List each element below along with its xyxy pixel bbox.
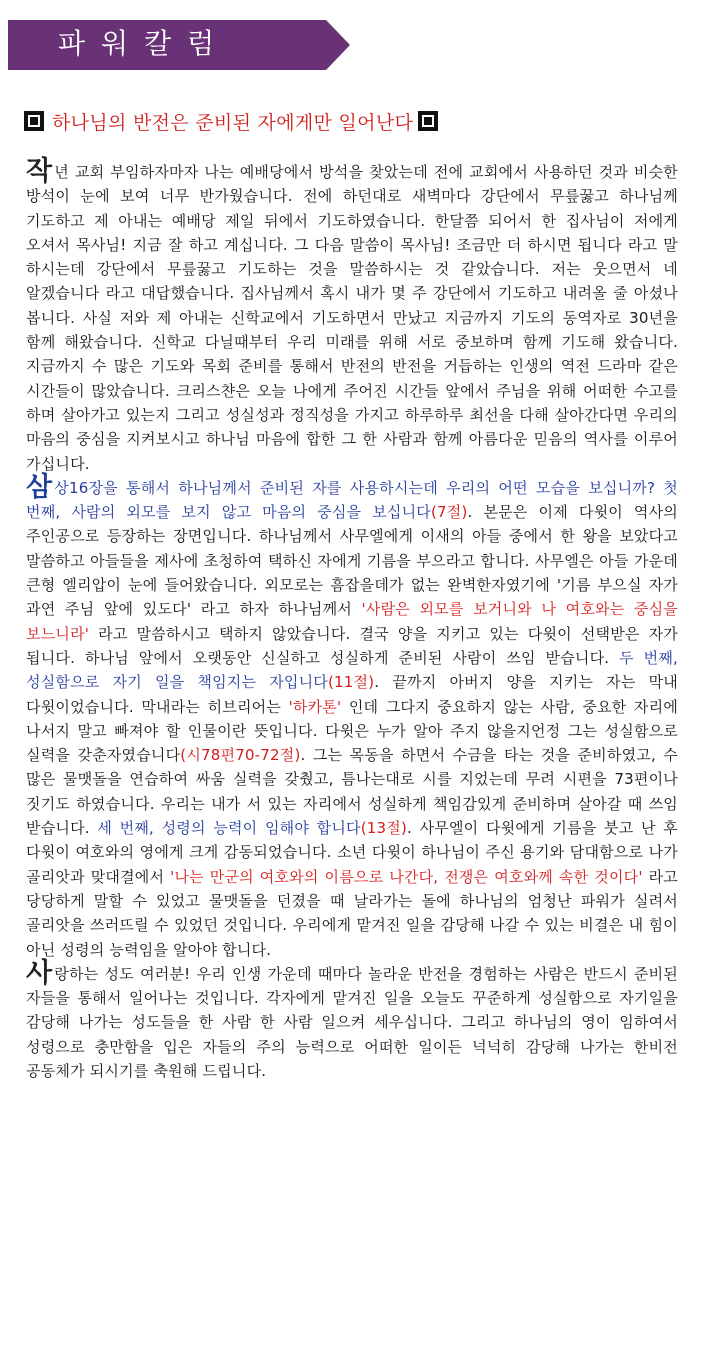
paragraph-1 [26,156,678,476]
paragraph-text: . 본문은 이제 다윗이 역사의 주인공으로 등장하는 장면입니다. 하나님께서 사무엘에게 이새의 아들 중에서 한 왕을 보았다고 말씀하고 아들들을 제사에 초청하여 택하신 자에게 기름을 부으라고 합니다. 사무엘은 아들 가운데 큰형 엘리압이 눈에 들어왔습니다. 외모로는 흠잡을데가 없는 완벽한자였기에 '기름 부으실 자가 과연 주님 앞에 있도다' 라고 하자 하나님께서 [26,503,678,619]
scripture-reference: (7절) [430,503,468,522]
scripture-reference: (시78편70-72절) [180,746,301,765]
point-three-text: 세 번째, 성령의 능력이 임해야 합니다 [97,819,361,838]
paragraph-2 [26,471,679,962]
drop-cap: 사 [26,957,53,989]
headline-text: 하나님의 반전은 준비된 자에게만 일어난다 [52,111,414,134]
square-bullet-icon [24,111,44,131]
paragraph-text: . 그는 목동을 하면서 수금을 타는 것을 준비하였고, 수 많은 물맷돌을 연습하여 싸움 실력을 갖췄고, 틈나는대로 시를 지었는데 무려 시편을 73편이나 짓기도 하였습니다. 우리는 내가 서 있는 자리에서 성실하게 책임감있게 준비하며 살아갈 때 쓰임 받습니다. [26,746,678,838]
article-body [26,156,679,1083]
paragraph-text: 인데 그다지 중요하지 않는 사람, 중요한 자리에 나서지 말고 빠져야 할 인물이란 뜻입니다. 다윗은 누가 알아 주지 않을지언정 그는 성실함으로 실력을 갖춘자였습니다 [26,697,679,765]
hebrew-term: '하카톤' [288,697,342,716]
point-one-text: 상16장을 통해서 하나님께서 준비된 자를 사용하시는데 우리의 어떤 모습을 보십니까? 첫 번째, 사람의 외모를 보지 않고 마음의 중심을 보십니다 [26,478,678,522]
square-bullet-icon [418,111,438,131]
scripture-reference: (11절) [328,673,375,692]
scripture-quote: '나는 만군의 여호와의 이름으로 나간다, 전쟁은 여호와께 속한 것이다' [170,867,643,886]
paragraph-text: 라고 말씀하시고 택하지 않았습니다. 결국 양을 지키고 있는 다윗이 선택받은 자가 됩니다. 하나님 앞에서 오랫동안 신실하고 성실하게 준비된 사람이 쓰임 받습니다. [26,624,678,667]
scripture-quote: '사람은 외모를 보거니와 나 여호와는 중심을 보느니라' [26,600,678,643]
article-headline [24,108,438,134]
paragraph-text: . 사무엘이 다윗에게 기름을 붓고 난 후 다윗이 여호와의 영에게 크게 감동되었습니다. 소년 다윗이 하나님이 주신 용기와 담대함으로 나가 골리앗과 맞대결에서 [26,819,678,886]
paragraph-text: 라고 당당하게 말할 수 있었고 물맷돌을 던졌을 때 날라가는 돌에 하나님의 엄청난 파워가 실려서 골리앗을 쓰러뜨릴 수 있었던 것입니다. 우리에게 맡겨진 일을 감당해 나갈 수 있는 비결은 내 힘이 아닌 성령의 능력임을 알아야 합니다. [26,867,679,959]
paragraph-3 [26,957,678,1083]
drop-cap: 삼 [26,471,53,503]
drop-cap: 작 [26,156,53,187]
paragraph-text: 년 교회 부임하자마자 나는 예배당에서 방석을 찾았는데 전에 교회에서 사용하던 것과 비슷한 방석이 눈에 보여 너무 반가웠습니다. 전에 하던대로 새벽마다 강단에서 무릎꿇고 하나님께 기도하고 제 아내는 예배당 제일 뒤에서 기도하였습니다. 한달쯤 되어서 한 집사님이 저에게 오셔서 목사님! 지금 잘 하고 계십니다. 그 다음 말씀이 목사님! 조금만 더 하시면 됩니다 라고 말 하시는데 강단에서 무릎꿇고 기도하는 것을 말씀하시는 것 같았습니다. 저는 웃으면서 네 알겠습니다 라고 대답했습니다. 집사님께서 혹시 내가 몇 주 강단에서 기도하고 내려올 줄 아셨나 봅니다. 사실 저와 제 아내는 신학교에서 기도하면서 만났고 지금까지 기도의 동역자로 30년을 함께 해왔습니다. 신학교 다닐때부터 우리 미래를 위해 서로 중보하며 함께 기도해 왔습니다. 지금까지 수 많은 기도와 목회 준비를 통해서 반전의 반전을 거듭하는 인생의 역전 드라마 같은 시간들이 많았습니다. 크리스챤은 오늘 나에게 주어진 시간들 앞에서 주님을 위해 어떠한 수고를 하며 살아가고 있는지 그리고 성실성과 정직성을 가지고 하루하루 최선을 다해 살아간다면 우리의 마음의 중심을 지켜보시고 하나님 마음에 합한 그 한 사람과 함께 아름다운 믿음의 역사를 이루어 가십니다. [26,163,678,473]
point-two-text: 두 번째, 성실함으로 자기 일을 책임지는 자입니다 [26,648,679,692]
paragraph-text: . 끝까지 아버지 양을 지키는 자는 막내 다윗이었습니다. 막내라는 히브리어는 [26,673,678,716]
column-banner-title: 파워칼럼 [58,27,231,60]
paragraph-text: 랑하는 성도 여러분! 우리 인생 가운데 때마다 놀라운 반전을 경험하는 사람은 반드시 준비된 자들을 통해서 일어나는 것입니다. 각자에게 맡겨진 일을 오늘도 꾸준하게 성실함으로 자기일을 감당해 나가는 성도들을 한 사람 한 사람 일으켜 세우십니다. 그리고 하나님의 영이 임하여서 성령으로 충만함을 입은 자들의 주의 능력으로 어떠한 일이든 넉넉히 감당해 나가는 한비전 공동체가 되시기를 축원해 드립니다. [26,964,678,1080]
scripture-reference: (13절) [360,819,407,838]
